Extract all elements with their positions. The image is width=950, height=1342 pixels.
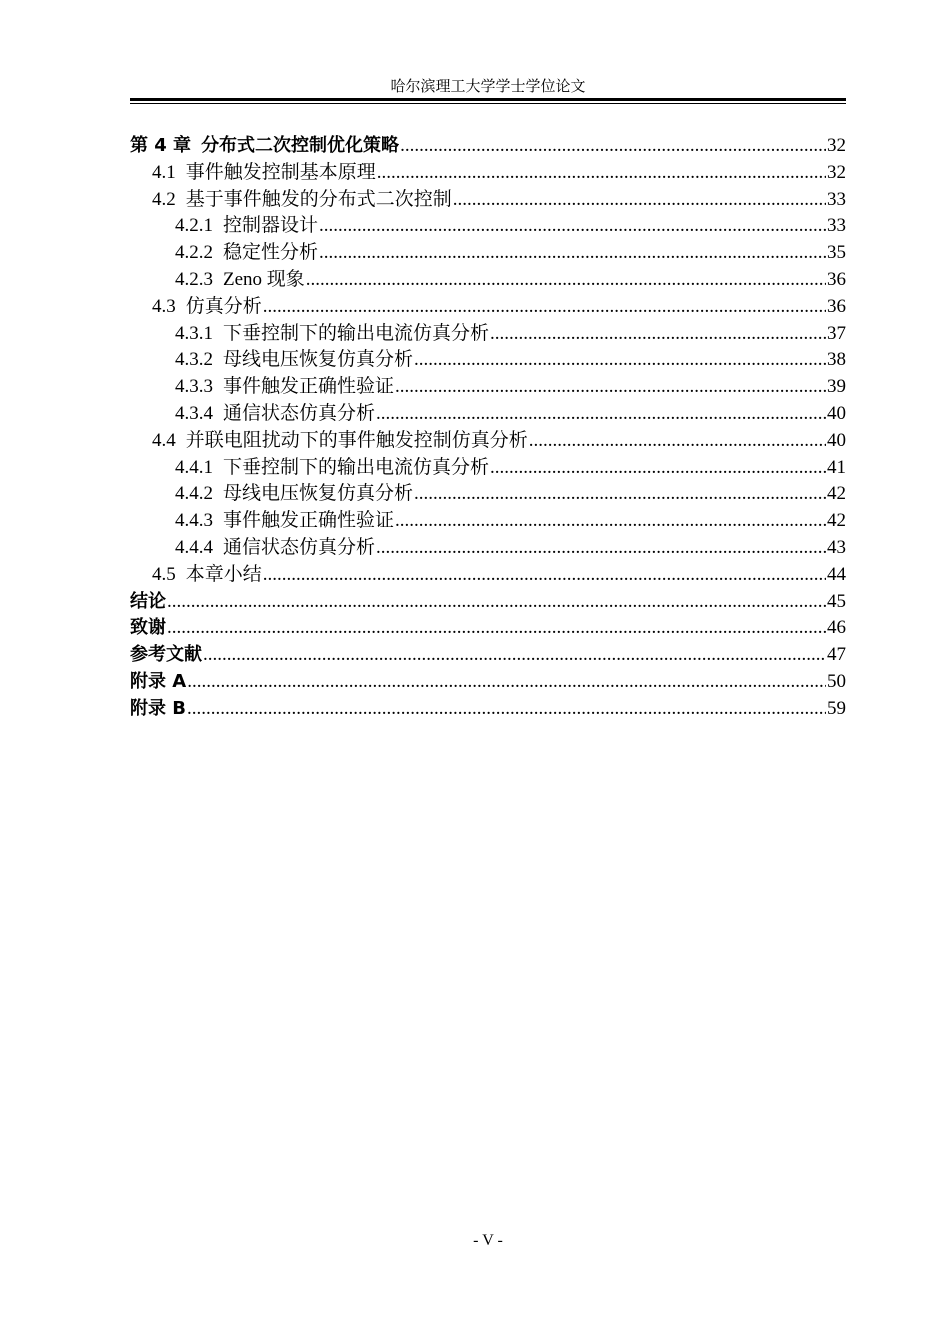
- toc-entry-number: 4.4.2: [175, 483, 213, 505]
- toc-entry-title: 本章小结: [185, 563, 262, 585]
- toc-entry[interactable]: [130, 669, 846, 696]
- toc-entry-number: 4.3.4: [175, 402, 213, 424]
- toc-entry[interactable]: [130, 160, 846, 187]
- toc-dot-leader: [263, 562, 826, 589]
- toc-entry-page: 43: [827, 536, 846, 558]
- toc-entry-title: 控制器设计: [223, 215, 319, 237]
- toc-dot-leader: [400, 133, 826, 160]
- toc-entry-page: 38: [827, 349, 846, 371]
- toc-dot-leader: [414, 481, 826, 508]
- toc-entry-page: 37: [827, 322, 846, 344]
- toc-dot-leader: [529, 428, 826, 455]
- toc-entry-number: 4.2.3: [175, 268, 213, 290]
- toc-entry-page: 45: [827, 590, 846, 612]
- toc-entry[interactable]: [130, 347, 846, 374]
- toc-entry-number: 4.3.1: [175, 322, 213, 344]
- toc-dot-leader: [376, 535, 826, 562]
- toc-entry-title: 参考文献: [130, 644, 202, 666]
- toc-dot-leader: [203, 642, 826, 669]
- toc-entry-title: 事件触发正确性验证: [223, 376, 395, 398]
- toc-dot-leader: [376, 401, 826, 428]
- toc-dot-leader: [453, 187, 826, 214]
- toc-entry[interactable]: [130, 455, 846, 482]
- toc-entry-page: 39: [827, 376, 846, 398]
- toc-entry-page: 59: [827, 697, 846, 719]
- toc-entry-title: 附录 A: [130, 670, 187, 692]
- toc-dot-leader: [306, 267, 826, 294]
- toc-entry-number: 4.3.3: [175, 376, 213, 398]
- toc-entry-number: 4.4.3: [175, 510, 213, 532]
- toc-entry-title: 附录 B: [130, 697, 186, 719]
- toc-entry-title: 通信状态仿真分析: [223, 402, 376, 424]
- toc-dot-leader: [167, 615, 826, 642]
- toc-entry[interactable]: [130, 294, 846, 321]
- toc-dot-leader: [167, 589, 826, 616]
- table-of-contents: [130, 133, 846, 723]
- toc-entry-title: 事件触发控制基本原理: [185, 161, 376, 183]
- toc-entry-title: 分布式二次控制优化策略: [201, 135, 400, 156]
- toc-entry-title: 通信状态仿真分析: [223, 536, 376, 558]
- toc-entry-page: 50: [827, 670, 846, 692]
- toc-entry-title: 基于事件触发的分布式二次控制: [185, 188, 452, 210]
- toc-dot-leader: [187, 696, 826, 723]
- toc-entry-page: 42: [827, 483, 846, 505]
- toc-entry-page: 46: [827, 617, 846, 639]
- toc-entry-number: 4.4: [152, 429, 176, 451]
- toc-entry-page: 47: [827, 644, 846, 666]
- toc-entry-number: 4.1: [152, 161, 176, 183]
- toc-entry[interactable]: [130, 133, 846, 160]
- toc-entry-title: 下垂控制下的输出电流仿真分析: [223, 456, 490, 478]
- toc-entry-title: 母线电压恢复仿真分析: [223, 349, 414, 371]
- toc-dot-leader: [395, 508, 826, 535]
- toc-entry-title: 母线电压恢复仿真分析: [223, 483, 414, 505]
- toc-dot-leader: [490, 321, 826, 348]
- toc-entry-page: 36: [827, 268, 846, 290]
- toc-entry-page: 40: [827, 429, 846, 451]
- toc-entry-title: 稳定性分析: [223, 242, 319, 264]
- header-rule-thick: [130, 98, 846, 101]
- toc-entry-number: 4.3: [152, 295, 176, 317]
- header-rule-thin: [130, 103, 846, 104]
- toc-entry[interactable]: [130, 428, 846, 455]
- toc-entry-page: 41: [827, 456, 846, 478]
- toc-entry-page: 44: [827, 563, 846, 585]
- toc-entry[interactable]: [130, 481, 846, 508]
- toc-dot-leader: [490, 455, 826, 482]
- toc-entry-title: 事件触发正确性验证: [223, 510, 395, 532]
- toc-entry[interactable]: [130, 374, 846, 401]
- toc-entry-title: Zeno 现象: [223, 268, 305, 290]
- toc-entry-page: 36: [827, 295, 846, 317]
- toc-entry[interactable]: [130, 696, 846, 723]
- toc-entry-title: 致谢: [130, 617, 166, 639]
- toc-entry-number: 4.2.2: [175, 242, 213, 264]
- toc-entry-number: 4.2: [152, 188, 176, 210]
- toc-entry-page: 32: [827, 161, 846, 183]
- toc-dot-leader: [414, 347, 826, 374]
- toc-entry-page: 33: [827, 188, 846, 210]
- toc-entry-number: 4.4.4: [175, 536, 213, 558]
- toc-entry[interactable]: [130, 535, 846, 562]
- toc-entry-page: 42: [827, 510, 846, 532]
- toc-entry[interactable]: [130, 508, 846, 535]
- toc-entry-title: 结论: [130, 590, 166, 612]
- toc-entry[interactable]: [130, 321, 846, 348]
- toc-dot-leader: [319, 213, 826, 240]
- toc-entry[interactable]: [130, 267, 846, 294]
- toc-entry[interactable]: [130, 187, 846, 214]
- toc-dot-leader: [319, 240, 826, 267]
- toc-dot-leader: [263, 294, 826, 321]
- toc-entry-number: 4.4.1: [175, 456, 213, 478]
- toc-entry-number: 4.2.1: [175, 215, 213, 237]
- toc-entry[interactable]: [130, 401, 846, 428]
- toc-entry-page: 35: [827, 242, 846, 264]
- toc-entry-page: 32: [827, 135, 846, 156]
- toc-entry[interactable]: [130, 589, 846, 616]
- toc-entry-number: 4.5: [152, 563, 176, 585]
- toc-entry-number: 4.3.2: [175, 349, 213, 371]
- toc-entry-title: 并联电阻扰动下的事件触发控制仿真分析: [185, 429, 528, 451]
- toc-dot-leader: [377, 160, 826, 187]
- toc-entry-page: 33: [827, 215, 846, 237]
- running-header: 哈尔滨理工大学学士学位论文: [390, 79, 586, 95]
- toc-entry[interactable]: [130, 615, 846, 642]
- page-number: - V -: [473, 1232, 503, 1249]
- toc-dot-leader: [395, 374, 826, 401]
- toc-entry-number: 第 4 章: [130, 135, 192, 156]
- toc-dot-leader: [187, 669, 826, 696]
- toc-entry-page: 40: [827, 402, 846, 424]
- toc-entry[interactable]: [130, 562, 846, 589]
- toc-entry[interactable]: [130, 642, 846, 669]
- toc-entry-title: 仿真分析: [185, 295, 262, 317]
- toc-entry[interactable]: [130, 213, 846, 240]
- toc-entry[interactable]: [130, 240, 846, 267]
- toc-entry-title: 下垂控制下的输出电流仿真分析: [223, 322, 490, 344]
